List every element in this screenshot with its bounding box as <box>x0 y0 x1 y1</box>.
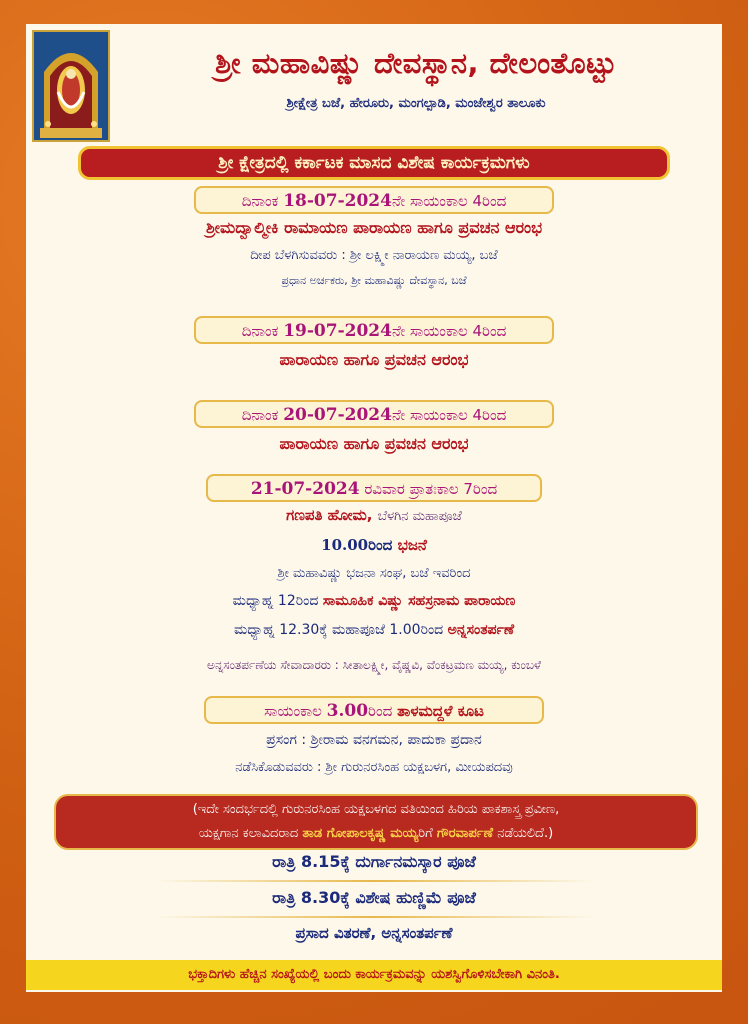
poster-card <box>26 24 722 992</box>
evening-time: 3.00 <box>326 701 369 721</box>
footer-invitation: ಭಕ್ತಾದಿಗಳು ಹೆಚ್ಚಿನ ಸಂಖ್ಯೆಯಲ್ಲಿ ಬಂದು ಕಾರ್ಯಕ್ರಮವನ್ನು ಯಶಸ್ವಿಗೊಳಿಸಬೇಕಾಗಿ ವಿನಂತಿ. <box>26 960 722 990</box>
deity-image-icon <box>32 30 110 142</box>
day1-date: 18-07-2024 <box>283 191 392 211</box>
day4-bhajan-line <box>26 536 722 554</box>
day1-suffix: ನೇ ಸಾಯಂಕಾಲ 4ರಿಂದ <box>391 192 507 210</box>
day2-suffix: ನೇ ಸಾಯಂಕಾಲ 4ರಿಂದ <box>391 322 507 340</box>
day3-suffix: ನೇ ಸಾಯಂಕಾಲ 4ರಿಂದ <box>391 406 507 424</box>
day3-date: 20-07-2024 <box>283 405 392 425</box>
day4-date: 21-07-2024 <box>250 479 360 499</box>
evening-suffix: ರಿಂದ <box>368 702 398 720</box>
temple-title: ಶ್ರೀ ಮಹಾವಿಷ್ಣು ದೇವಸ್ಥಾನ, ದೇಲಂತೊಟ್ಟು <box>215 46 617 80</box>
day2-prefix: ದಿನಾಂಕ <box>241 322 279 340</box>
day2-event: ಪಾರಾಯಣ ಹಾಗೂ ಪ್ರವಚನ ಆರಂಭ <box>279 350 469 369</box>
evening-pill <box>204 696 544 724</box>
divider <box>154 880 594 882</box>
day4-date-pill <box>206 474 542 502</box>
night-durga: ರಾತ್ರಿ 8.15ಕ್ಕೆ ದುರ್ಗಾನಮಸ್ಕಾರ ಪೂಜೆ <box>272 852 476 871</box>
note-honoree: ತಾಡ ಗೋಪಾಲಕೃಷ್ಣ ಮಯ್ಯ <box>302 826 419 841</box>
note-line2 <box>56 822 696 846</box>
note-honour: ಗೌರವಾರ್ಪಣೆ <box>436 826 494 841</box>
day1-prefix: ದಿನಾಂಕ <box>241 192 279 210</box>
felicitation-note <box>54 794 698 850</box>
day4-sahasra: ಸಾಮೂಹಿಕ ವಿಷ್ಣು ಸಹಸ್ರನಾಮ ಪಾರಾಯಣ <box>322 593 516 609</box>
day1-date-pill <box>194 186 554 214</box>
night-hunnime: ರಾತ್ರಿ 8.30ಕ್ಕೆ ವಿಶೇಷ ಹುಣ್ಣಿಮೆ ಪೂಜೆ <box>272 888 476 907</box>
evening-prasanga: ಪ್ರಸಂಗ : ಶ್ರೀರಾಮ ವನಗಮನ, ಪಾದುಕಾ ಪ್ರದಾನ <box>266 732 482 748</box>
day4-sahasra-time: ಮಧ್ಯಾಹ್ನ 12ರಿಂದ <box>232 593 323 609</box>
note-line1: (ಇದೇ ಸಂದರ್ಭದಲ್ಲಿ ಗುರುನರಸಿಂಹ ಯಕ್ಷಬಳಗದ ವತಿಯಿಂದ ಹಿರಿಯ ಪಾಕಶಾಸ್ತ್ರ ಪ್ರವೀಣ, <box>192 802 560 817</box>
day4-puja-line <box>26 622 722 638</box>
day4-bhajan: ಭಜನೆ <box>397 536 427 554</box>
day2-date: 19-07-2024 <box>283 321 392 341</box>
evening-prefix: ಸಾಯಂಕಾಲ <box>264 702 327 720</box>
program-banner: ಶ್ರೀ ಕ್ಷೇತ್ರದಲ್ಲಿ ಕರ್ಕಾಟಕ ಮಾಸದ ವಿಶೇಷ ಕಾರ್ಯಕ್ರಮಗಳು <box>78 146 670 180</box>
day4-suffix: ರವಿವಾರ ಪ್ರಾತಃಕಾಲ 7ರಿಂದ <box>364 480 498 498</box>
note-line2a: ಯಕ್ಷಗಾನ ಕಲಾವಿದರಾದ <box>198 826 303 841</box>
day1-role: ಪ್ರಧಾನ ಅರ್ಚಕರು, ಶ್ರೀ ಮಹಾವಿಷ್ಣು ದೇವಸ್ಥಾನ, ಬಜೆ <box>281 274 467 287</box>
day1-event: ಶ್ರೀಮದ್ವಾಲ್ಮೀಕಿ ರಾಮಾಯಣ ಪಾರಾಯಣ ಹಾಗೂ ಪ್ರವಚನ ಆರಂಭ <box>205 218 543 237</box>
day4-homa: ಗಣಪತಿ ಹೋಮ, <box>286 506 378 524</box>
day3-date-pill <box>194 400 554 428</box>
day2-date-pill <box>194 316 554 344</box>
note-line2c: ರಿಗೆ <box>418 826 437 841</box>
day4-anna: ಅನ್ನಸಂತರ್ಪಣೆ <box>447 622 515 638</box>
day4-puja: ಮಧ್ಯಾಹ್ನ 12.30ಕ್ಕೆ ಮಹಾಪೂಜೆ 1.00ರಿಂದ <box>233 622 448 638</box>
night-prasada: ಪ್ರಸಾದ ವಿತರಣೆ, ಅನ್ನಸಂತರ್ಪಣೆ <box>295 924 453 942</box>
day4-sahasra-line <box>26 593 722 609</box>
divider <box>154 916 594 918</box>
day3-event: ಪಾರಾಯಣ ಹಾಗೂ ಪ್ರವಚನ ಆರಂಭ <box>279 434 469 453</box>
day3-prefix: ದಿನಾಂಕ <box>241 406 279 424</box>
day4-homa2: ಬೆಳಗಿನ ಮಹಾಪೂಜೆ <box>377 509 462 524</box>
temple-address: ಶ್ರೀಕ್ಷೇತ್ರ ಬಜೆ, ಹೇರೂರು, ಮಂಗಲ್ಪಾಡಿ, ಮಂಜೇಶ್ವರ ತಾಲೂಕು <box>286 96 546 111</box>
day4-homa-line <box>26 506 722 524</box>
evening-event: ತಾಳಮದ್ದಳೆ ಕೂಟ <box>397 702 484 720</box>
evening-by: ನಡೆಸಿಕೊಡುವವರು : ಶ್ರೀ ಗುರುನರಸಿಂಹ ಯಕ್ಷಬಳಗ, ಮೀಯಪದವು <box>235 760 513 775</box>
day4-bhajan-by: ಶ್ರೀ ಮಹಾವಿಷ್ಣು ಭಜನಾ ಸಂಘ, ಬಜೆ ಇವರಿಂದ <box>277 566 471 581</box>
note-line2e: ನಡೆಯಲಿದೆ.) <box>493 826 554 841</box>
day4-seva: ಅನ್ನಸಂತರ್ಪಣೆಯ ಸೇವಾದಾರರು : ಸೀತಾಲಕ್ಷ್ಮೀ, ವೈಷ್ಣವಿ, ವೆಂಕಟ್ರಮಣ ಮಯ್ಯ, ಕುಂಬಳೆ <box>207 658 541 672</box>
day4-bhajan-time: 10.00ರಿಂದ <box>321 536 398 554</box>
day1-lamp: ದೀಪ ಬೆಳಗಿಸುವವರು : ಶ್ರೀ ಲಕ್ಷ್ಮೀ ನಾರಾಯಣ ಮಯ್ಯ, ಬಜೆ <box>250 248 498 263</box>
